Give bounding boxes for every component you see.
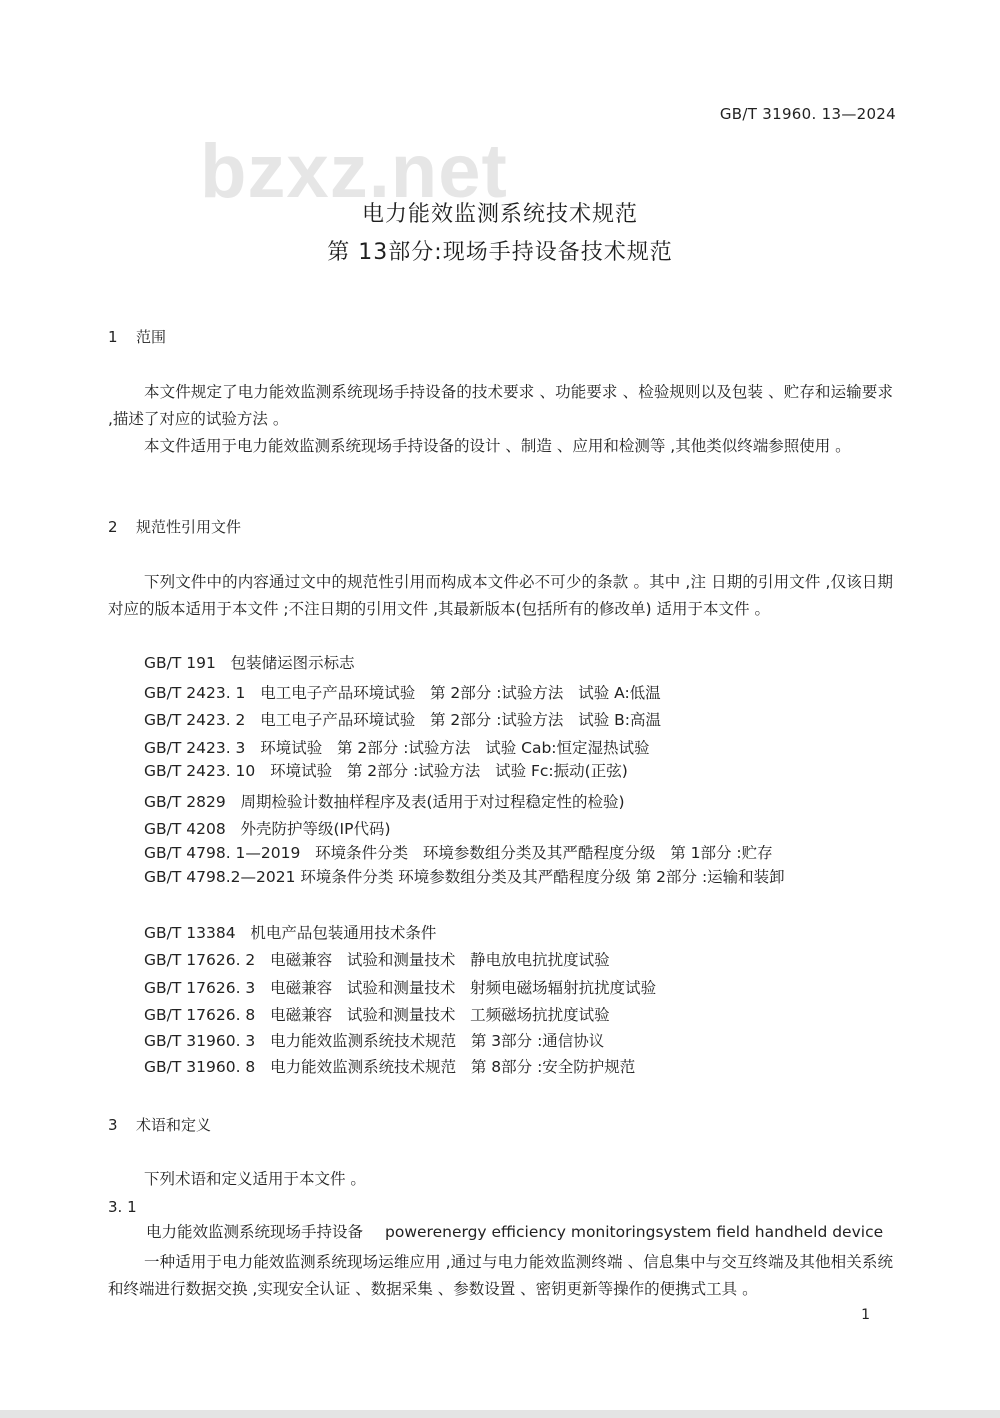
watermark: bzxz.net bbox=[200, 129, 508, 214]
reference-item: GB/T 191 包装储运图示标志 bbox=[144, 654, 355, 672]
reference-item: GB/T 2423. 2 电工电子产品环境试验 第 2部分 :试验方法 试验 B:高温 bbox=[144, 711, 661, 729]
section-number: 2 bbox=[108, 518, 118, 536]
reference-item: GB/T 17626. 8 电磁兼容 试验和测量技术 工频磁场抗扰度试验 bbox=[144, 1006, 610, 1024]
term-number: 3. 1 bbox=[108, 1198, 137, 1216]
reference-item: GB/T 17626. 3 电磁兼容 试验和测量技术 射频电磁场辐射抗扰度试验 bbox=[144, 979, 657, 997]
reference-item: GB/T 4208 外壳防护等级(IP代码) bbox=[144, 820, 391, 838]
term-entry bbox=[146, 1220, 896, 1242]
standard-code: GB/T 31960. 13—2024 bbox=[719, 105, 896, 123]
section-title: 术语和定义 bbox=[136, 1116, 212, 1134]
section-3-heading bbox=[108, 1114, 211, 1135]
page-bottom-edge bbox=[0, 1410, 1000, 1418]
reference-item: GB/T 31960. 8 电力能效监测系统技术规范 第 8部分 :安全防护规范 bbox=[144, 1058, 636, 1076]
section-1-heading bbox=[108, 326, 166, 347]
reference-item: GB/T 2829 周期检验计数抽样程序及表(适用于对过程稳定性的检验) bbox=[144, 793, 625, 811]
document-subtitle: 第 13部分:现场手持设备技术规范 bbox=[327, 240, 673, 265]
terms-intro: 下列术语和定义适用于本文件 。 bbox=[144, 1170, 366, 1188]
section-number: 1 bbox=[108, 328, 118, 346]
term-english: powerenergy efficiency monitoringsystem field handheld device bbox=[385, 1223, 884, 1241]
reference-item: GB/T 2423. 1 电工电子产品环境试验 第 2部分 :试验方法 试验 A:低温 bbox=[144, 684, 661, 702]
section-title: 规范性引用文件 bbox=[136, 518, 242, 536]
section-2-heading bbox=[108, 516, 241, 537]
reference-item: GB/T 17626. 2 电磁兼容 试验和测量技术 静电放电抗扰度试验 bbox=[144, 951, 610, 969]
section-title: 范围 bbox=[136, 328, 167, 346]
reference-item: GB/T 2423. 3 环境试验 第 2部分 :试验方法 试验 Cab:恒定湿热试验 bbox=[144, 739, 650, 757]
scope-paragraph-2: 本文件适用于电力能效监测系统现场手持设备的设计 、制造 、应用和检测等 ,其他类似终端参照使用 。 bbox=[144, 437, 851, 455]
reference-item: GB/T 13384 机电产品包装通用技术条件 bbox=[144, 924, 437, 942]
document-title: 电力能效监测系统技术规范 bbox=[361, 202, 638, 227]
reference-item: GB/T 4798. 1—2019 环境条件分类 环境参数组分类及其严酷程度分级 第 1部分 :贮存 bbox=[144, 844, 773, 862]
scope-paragraph-1: 本文件规定了电力能效监测系统现场手持设备的技术要求 、功能要求 、检验规则以及包装 、贮存和运输要求 ,描述了对应的试验方法 。 bbox=[108, 383, 893, 428]
references-intro: 下列文件中的内容通过文中的规范性引用而构成本文件必不可少的条款 。其中 ,注 日期的引用文件 ,仅该日期对应的版本适用于本文件 ;不注日期的引用文件 ,其最新版本(包括所有的修改单) 适用于本文件 。 bbox=[108, 573, 893, 618]
term-chinese: 电力能效监测系统现场手持设备 bbox=[146, 1223, 364, 1241]
reference-item-wrapped: GB/T 4798.2—2021 环境条件分类 环境参数组分类及其严酷程度分级 第 2部分 :运输和装卸 bbox=[144, 868, 785, 886]
page-number: 1 bbox=[861, 1307, 870, 1323]
reference-item: GB/T 2423. 10 环境试验 第 2部分 :试验方法 试验 Fc:振动(正弦) bbox=[144, 762, 628, 780]
reference-item: GB/T 31960. 3 电力能效监测系统技术规范 第 3部分 :通信协议 bbox=[144, 1032, 605, 1050]
term-definition: 一种适用于电力能效监测系统现场运维应用 ,通过与电力能效监测终端 、信息集中与交互终端及其他相关系统和终端进行数据交换 ,实现安全认证 、数据采集 、参数设置 、密钥更新等操作的便携式工具 。 bbox=[108, 1253, 893, 1298]
section-number: 3 bbox=[108, 1116, 118, 1134]
